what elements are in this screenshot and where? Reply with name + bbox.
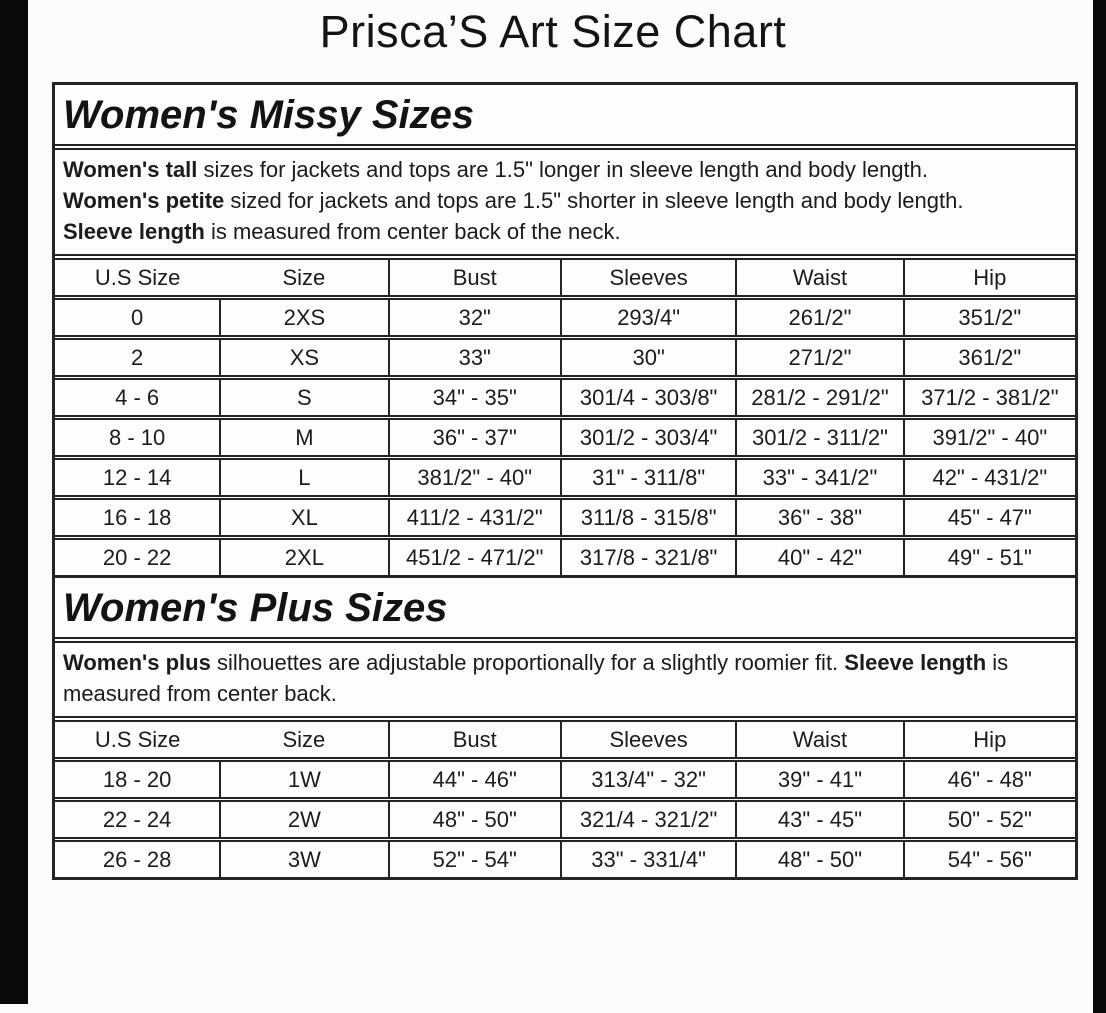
table-cell: 301/2 - 311/2" [736,418,903,458]
page-title: Prisca’S Art Size Chart [319,6,787,57]
table-cell: 3W [220,840,388,878]
table-cell: 40" - 42" [736,538,903,576]
table-row [55,378,1075,418]
table-cell: 30" [561,338,736,378]
plus-size-table [55,722,1075,877]
table-row [55,338,1075,378]
table-cell: 45" - 47" [904,498,1075,538]
table-cell: 261/2" [736,298,903,338]
column-header-us-size: U.S Size [55,260,220,298]
table-cell: 313/4" - 32" [561,760,736,800]
table-cell: S [220,378,388,418]
table-cell: 0 [55,298,220,338]
table-cell: 34" - 35" [389,378,561,418]
plus-section-notes [55,643,1075,722]
table-cell: 371/2 - 381/2" [904,378,1075,418]
table-row [55,538,1075,576]
table-cell: 1W [220,760,388,800]
table-cell: 2W [220,800,388,840]
table-cell: 271/2" [736,338,903,378]
table-cell: 411/2 - 431/2" [389,498,561,538]
column-header-hip: Hip [904,260,1075,298]
table-cell: 22 - 24 [55,800,220,840]
table-cell: 381/2" - 40" [389,458,561,498]
table-cell: 2XS [220,298,388,338]
table-cell: 49" - 51" [904,538,1075,576]
column-header-waist: Waist [736,722,903,760]
table-cell: 301/4 - 303/8" [561,378,736,418]
table-row [55,418,1075,458]
note-bold-text: Women's plus [63,650,211,675]
note-bold-text: Women's tall [63,157,198,182]
table-cell: 16 - 18 [55,498,220,538]
table-cell: 8 - 10 [55,418,220,458]
column-header-sleeves: Sleeves [561,260,736,298]
left-black-frame-bar [0,0,28,1004]
table-cell: 48" - 50" [389,800,561,840]
column-header-us-size: U.S Size [55,722,220,760]
column-header-sleeves: Sleeves [561,722,736,760]
missy-section-heading: Women's Missy Sizes [55,85,1075,150]
right-black-frame-bar [1093,0,1106,1013]
note-line [63,216,1067,247]
table-cell: L [220,458,388,498]
table-cell: 36" - 37" [389,418,561,458]
table-cell: 12 - 14 [55,458,220,498]
table-cell: 39" - 41" [736,760,903,800]
table-header-row [55,260,1075,298]
column-header-bust: Bust [389,260,561,298]
table-cell: 33" - 341/2" [736,458,903,498]
size-chart-container [52,82,1078,880]
table-cell: 321/4 - 321/2" [561,800,736,840]
note-line [63,185,1067,216]
missy-size-table [55,260,1075,575]
table-cell: M [220,418,388,458]
table-cell: 311/8 - 315/8" [561,498,736,538]
table-cell: 50" - 52" [904,800,1075,840]
table-cell: 43" - 45" [736,800,903,840]
table-cell: 26 - 28 [102,846,172,872]
table-cell: 2 [55,338,220,378]
table-cell: 2XL [220,538,388,576]
table-row [55,800,1075,840]
column-header-size: Size [220,260,388,298]
note-bold-text: Sleeve length [844,650,987,675]
note-line [63,647,1067,709]
table-cell: 54" - 56" [904,840,1075,878]
table-cell: 52" - 54" [389,840,561,878]
note-bold-text: Women's petite [63,188,225,213]
note-text: sized for jackets and tops are 1.5" shorter in sleeve length and body length. [224,188,964,213]
table-row [55,840,1075,878]
table-cell: 46" - 48" [904,760,1075,800]
note-line [63,154,1067,185]
table-cell: 281/2 - 291/2" [736,378,903,418]
table-cell: 18 - 20 [55,760,220,800]
table-cell: 31" - 311/8" [561,458,736,498]
table-cell: 391/2" - 40" [904,418,1075,458]
table-row [55,458,1075,498]
table-cell: 44" - 46" [389,760,561,800]
plus-section-heading: Women's Plus Sizes [55,575,1075,643]
table-cell: XL [220,498,388,538]
table-cell: 36" - 38" [736,498,903,538]
column-header-size: Size [220,722,388,760]
column-header-waist: Waist [736,260,903,298]
table-cell: 293/4" [561,298,736,338]
table-cell: 42" - 431/2" [904,458,1075,498]
table-cell: XS [220,338,388,378]
table-cell: 33" [389,338,561,378]
note-text: is measured from center back of the neck. [204,219,621,244]
table-cell: 301/2 - 303/4" [561,418,736,458]
table-cell: 4 - 6 [55,378,220,418]
table-cell: 351/2" [904,298,1075,338]
table-row [55,498,1075,538]
note-text: is measured from center back. [63,650,1009,706]
table-cell: 361/2" [904,338,1075,378]
note-text: sizes for jackets and tops are 1.5" longer in sleeve length and body length. [197,157,929,182]
table-cell: 451/2 - 471/2" [389,538,561,576]
table-cell: 32" [389,298,561,338]
table-row [55,298,1075,338]
table-row [55,760,1075,800]
note-bold-text: Sleeve length [63,219,205,244]
table-cell: 20 - 22 [102,544,172,570]
column-header-hip: Hip [904,722,1075,760]
table-cell: 33" - 331/4" [561,840,736,878]
note-text: silhouettes are adjustable proportionally for a slightly roomier fit. [210,650,845,675]
table-cell: 317/8 - 321/8" [561,538,736,576]
table-cell: 48" - 50" [736,840,903,878]
column-header-bust: Bust [389,722,561,760]
table-header-row [55,722,1075,760]
missy-section-notes [55,150,1075,260]
